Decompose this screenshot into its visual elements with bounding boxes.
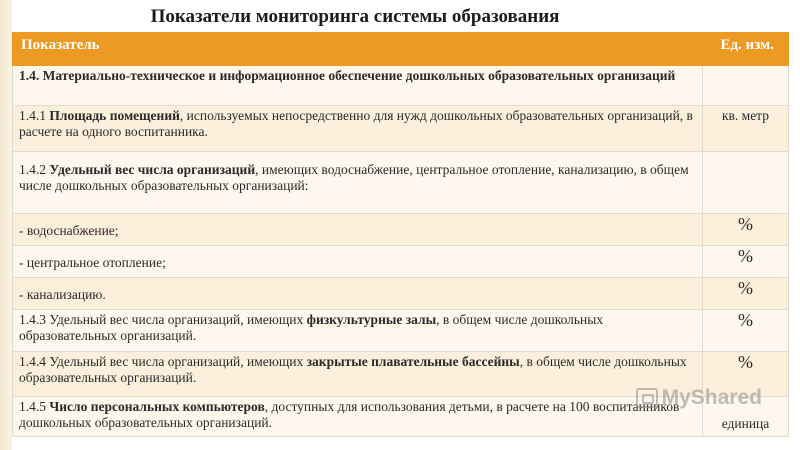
page-title: Показатели мониторинга системы образования xyxy=(150,6,560,27)
table-row xyxy=(13,310,789,352)
indicator-cell xyxy=(13,310,703,352)
table-row xyxy=(13,152,789,214)
indicator-text: - канализацию. xyxy=(19,286,106,302)
indicator-text: 1.4.3 Удельный вес числа организаций, имеющих xyxy=(19,312,307,327)
table-header-row xyxy=(13,33,789,66)
unit-cell: единица xyxy=(703,397,789,437)
unit-cell: % xyxy=(703,310,789,352)
myshared-logo-icon xyxy=(636,388,658,408)
unit-cell: % xyxy=(703,246,789,278)
indicator-text-bold: Площадь помещений xyxy=(49,108,180,123)
watermark-text: MyShared xyxy=(661,386,762,409)
indicator-text: , имеющих водоснабжение, центральное отопление, канализацию, в общем числе дошкольных образовательных организаций: xyxy=(19,162,689,193)
table-row xyxy=(13,214,789,246)
indicator-cell xyxy=(13,278,703,310)
indicator-text-bold: Число персональных компьютеров xyxy=(49,399,265,414)
indicator-text-bold: физкультурные залы xyxy=(306,312,437,327)
table-row xyxy=(13,66,789,106)
indicator-text: 1.4.5 xyxy=(19,399,50,414)
indicator-text: , в общем числе дошкольных образовательных организаций. xyxy=(19,312,604,343)
indicator-text: 1.4.2 xyxy=(19,162,50,177)
indicator-text-bold: 1.4. Материально-техническое и информационное обеспечение дошкольных образовательных организаций xyxy=(19,68,676,83)
indicator-text-bold: закрытые плавательные бассейны xyxy=(306,354,520,369)
indicator-text: 1.4.4 Удельный вес числа организаций, имеющих xyxy=(19,354,307,369)
indicator-text: , доступных для использования детьми, в расчете на 100 воспитанников дошкольных образовательных организаций. xyxy=(19,399,680,430)
column-header-indicator: Показатель xyxy=(13,33,703,66)
unit-cell: % xyxy=(703,214,789,246)
unit-cell xyxy=(703,66,789,106)
indicator-cell xyxy=(13,397,703,437)
unit-cell: кв. метр xyxy=(703,106,789,152)
unit-cell: % xyxy=(703,352,789,397)
indicators-table xyxy=(12,32,789,437)
indicator-cell xyxy=(13,352,703,397)
indicator-text-bold: Удельный вес числа организаций xyxy=(49,162,256,177)
indicator-cell xyxy=(13,246,703,278)
table-row xyxy=(13,278,789,310)
indicator-cell xyxy=(13,106,703,152)
indicator-text: - водоснабжение; xyxy=(19,222,119,238)
indicator-text: 1.4.1 xyxy=(19,108,50,123)
column-header-unit: Ед. изм. xyxy=(703,33,789,66)
left-decor-stripe xyxy=(0,0,12,450)
unit-cell xyxy=(703,152,789,214)
indicator-cell xyxy=(13,152,703,214)
table-row xyxy=(13,106,789,152)
watermark xyxy=(636,386,762,410)
indicator-text: , используемых непосредственно для нужд дошкольных образовательных организаций, в расчете на одного воспитанника. xyxy=(19,108,693,139)
unit-cell: % xyxy=(703,278,789,310)
indicator-cell xyxy=(13,214,703,246)
indicator-text: , в общем числе дошкольных образовательных организаций. xyxy=(19,354,687,385)
table-row xyxy=(13,246,789,278)
indicator-text: - центральное отопление; xyxy=(19,254,166,270)
indicator-cell xyxy=(13,66,703,106)
